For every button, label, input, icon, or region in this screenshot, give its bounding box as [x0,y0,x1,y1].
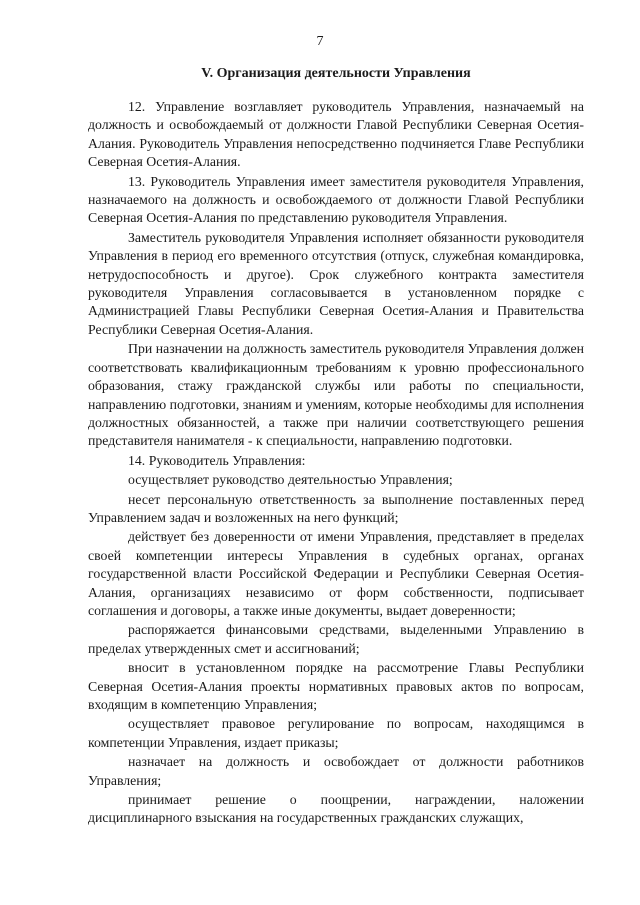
document-body [88,98,584,828]
list-item: действует без доверенности от имени Управления, представляет в пределах своей компетенции интересы Управления в судебных органах, органах государственной власти Российской Федерации и Республики Северная Осетия-Алания, организациях независимо от форм собственности, подписывает соглашения и договоры, а также иные документы, выдает доверенности; [88,529,584,618]
section-heading: V. Организация деятельности Управления [201,66,471,81]
paragraph-13: 13. Руководитель Управления имеет заместителя руководителя Управления, назначаемого на должность и освобождаемого от должности Главой Республики Северная Осетия-Алания по представлению руководителя Управления. [88,173,584,226]
page-number: 7 [316,34,324,49]
list-item: принимает решение о поощрении, награждении, наложении дисциплинарного взыскания на государственных гражданских служащих, [88,792,584,826]
paragraph-14: 14. Руководитель Управления: [128,452,306,468]
list-item: осуществляет руководство деятельностью Управления; [128,472,453,488]
list-item: вносит в установленном порядке на рассмотрение Главы Республики Северная Осетия-Алания проекты нормативных правовых актов по вопросам, входящим в компетенцию Управления; [88,660,584,712]
list-item: распоряжается финансовыми средствами, выделенными Управлению в пределах утвержденных смет и ассигнований; [88,622,584,656]
paragraph-deputy-requirements: При назначении на должность заместитель руководителя Управления должен соответствовать квалификационным требованиям к уровню профессионального образования, стажу гражданской службы или работы по специальности, направлению подготовки, знаниям и умениям, которые необходимы для исполнения должностных обязанностей, а также при наличии соответствующего решения представителя нанимателя - к специальности, направлению подготовки. [88,341,585,449]
list-item: осуществляет правовое регулирование по вопросам, находящимся в компетенции Управления, издает приказы; [88,716,584,750]
list-item: назначает на должность и освобождает от должности работников Управления; [88,754,584,788]
paragraph-deputy-duties: Заместитель руководителя Управления исполняет обязанности руководителя Управления в период его временного отсутствия (отпуск, служебная командировка, нетрудоспособность и другое). Срок служебного контракта заместителя руководителя Управления согласовывается в установленном порядке с Администрацией Главы Республики Северная Осетия-Алания и Правительства Республики Северная Осетия-Алания. [88,229,584,337]
paragraph-12: 12. Управление возглавляет руководитель Управления, назначаемый на должность и освобождаемый от должности Главой Республики Северная Осетия-Алания. Руководитель Управления непосредственно подчиняется Главе Республики Северная Осетия-Алания. [88,99,584,170]
list-item: несет персональную ответственность за выполнение поставленных перед Управлением задач и возложенных на него функций; [88,491,584,525]
